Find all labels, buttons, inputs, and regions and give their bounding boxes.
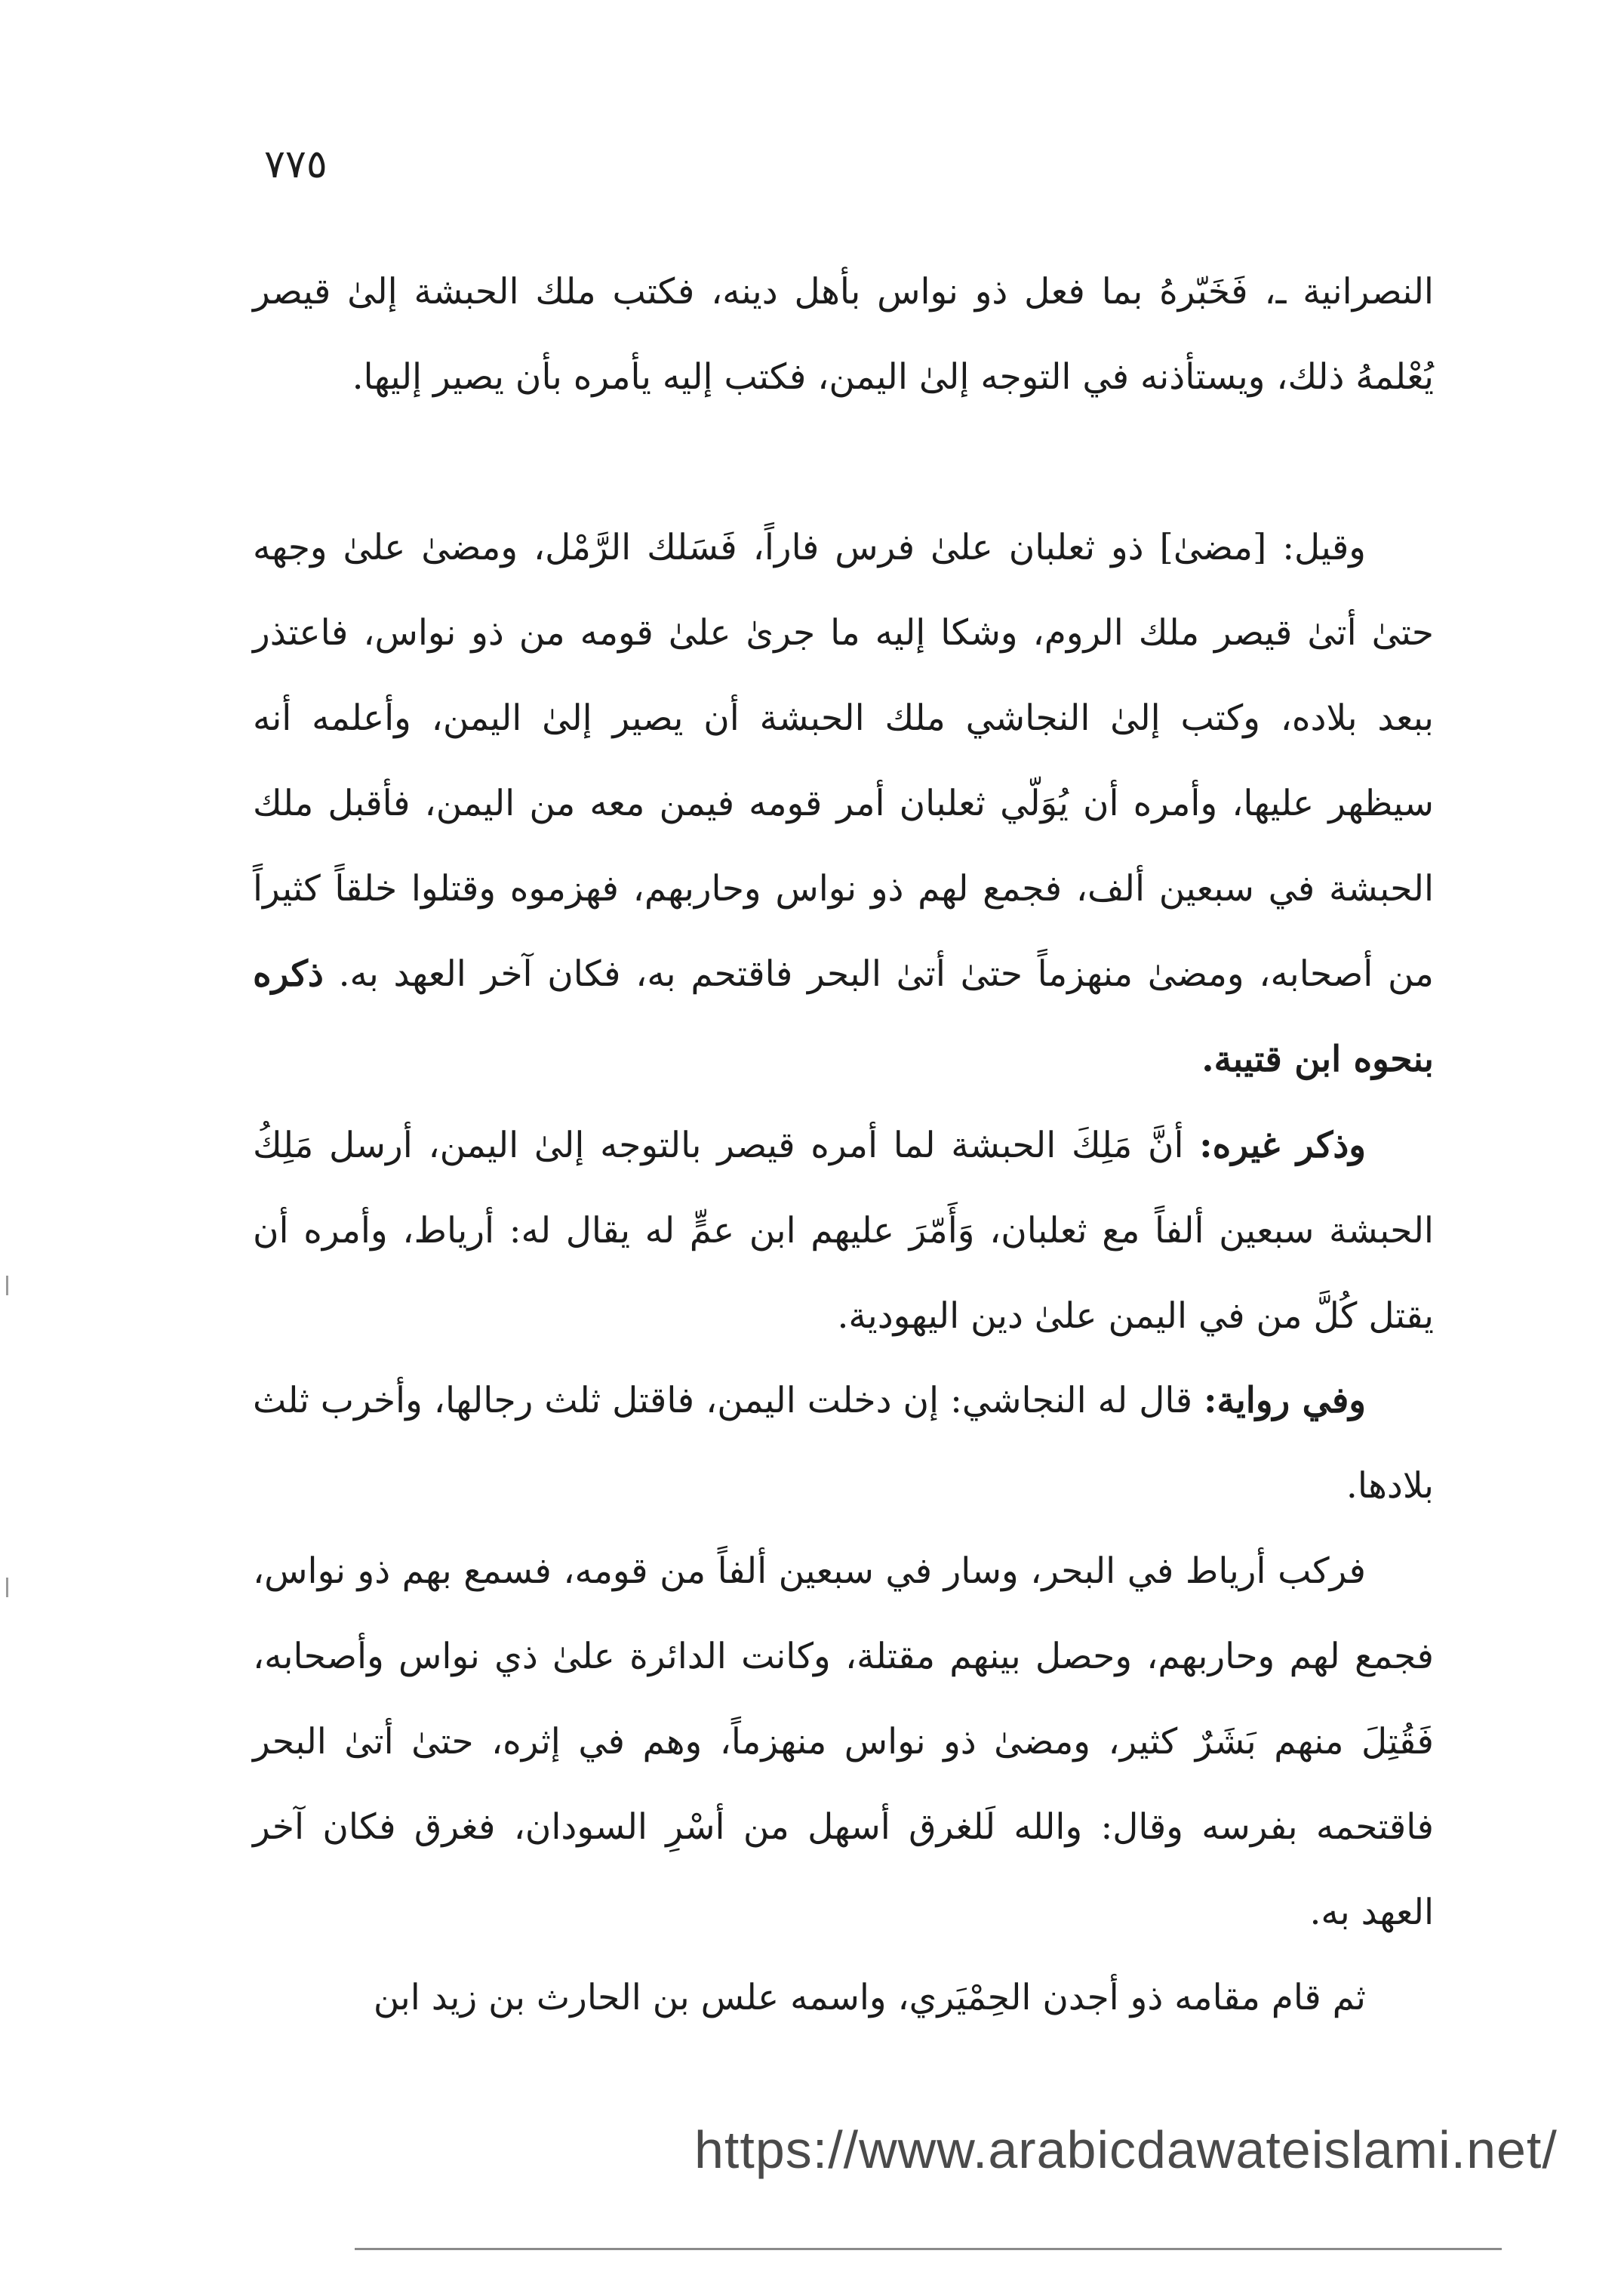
paragraph-6 (253, 1955, 1434, 2040)
paragraph-1-text: النصرانية ـ، فَخَبّرهُ بما فعل ذو نواس بأهل دينه، فكتب ملك الحبشة إلىٰ قيصر يُعْلمهُ ذلك، ويستأذنه في التوجه إلىٰ اليمن، فكتب إليه يأمره بأن يصير إليها. (253, 271, 1434, 398)
paragraph-4-text: قال له النجاشي: إن دخلت اليمن، فاقتل ثلث رجالها، وأخرب ثلث بلادها. (253, 1380, 1434, 1507)
paragraph-1 (253, 249, 1434, 420)
paragraph-2-citation: ذكره بنحوه ابن قتيبة. (253, 953, 1434, 1080)
paragraph-3 (253, 1103, 1434, 1359)
paragraph-3-text: أنَّ مَلِكَ الحبشة لما أمره قيصر بالتوجه إلىٰ اليمن، أرسل مَلِكُ الحبشة سبعين ألفاً مع ثعلبان، وَأَمّرَ عليهم ابن عمٍّ له يقال له: أرياط، وأمره أن يقتل كُلَّ من في اليمن علىٰ دين اليهودية. (253, 1125, 1434, 1337)
paragraph-4-heading: وفي رواية: (1204, 1380, 1366, 1421)
paragraph-2-text: وقيل: [مضىٰ] ذو ثعلبان علىٰ فرس فاراً، فَسَلك الرَّمْل، ومضىٰ علىٰ وجهه حتىٰ أتىٰ قيصر ملك الروم، وشكا إليه ما جرىٰ علىٰ قومه من ذو نواس، فاعتذر ببعد بلاده، وكتب إلىٰ النجاشي ملك الحبشة أن يصير إلىٰ اليمن، وأعلمه أنه سيظهر عليها، وأمره أن يُوَلّي ثعلبان أمر قومه فيمن معه من اليمن، فأقبل ملك الحبشة في سبعين ألف، فجمع لهم ذو نواس وحاربهم، فهزموه وقتلوا خلقاً كثيراً من أصحابه، ومضىٰ منهزماً حتىٰ أتىٰ البحر فاقتحم به، فكان آخر العهد به. (253, 527, 1434, 995)
paragraph-5 (253, 1529, 1434, 1955)
page-number: ٧٧٥ (264, 142, 328, 187)
paragraph-3-heading: وذكر غيره: (1199, 1125, 1366, 1166)
scan-edge-mark (6, 1578, 8, 1597)
paragraph-3-body (253, 1103, 1434, 1359)
scan-edge-mark (6, 1276, 8, 1295)
paragraph-6-text: ثم قام مقامه ذو أجدن الحِمْيَري، واسمه علس بن الحارث بن زيد ابن (373, 1977, 1366, 2018)
paragraph-5-text: فركب أرياط في البحر، وسار في سبعين ألفاً من قومه، فسمع بهم ذو نواس، فجمع لهم وحاربهم، وحصل بينهم مقتلة، وكانت الدائرة علىٰ ذي نواس وأصحابه، فَقُتِلَ منهم بَشَرٌ كثير، ومضىٰ ذو نواس منهزماً، وهم في إثره، حتىٰ أتىٰ البحر فاقتحمه بفرسه وقال: والله لَلغرق أسهل من أسْرِ السودان، فغرق فكان آخر العهد به. (253, 1550, 1434, 1933)
paragraph-2-body (253, 505, 1434, 1102)
footer-rule (355, 2248, 1502, 2250)
watermark-url: https://www.arabicdawateislami.net/ (694, 2120, 1558, 2179)
paragraph-4 (253, 1358, 1434, 1529)
paragraph-4-body (253, 1358, 1434, 1529)
paragraph-2 (253, 505, 1434, 1102)
